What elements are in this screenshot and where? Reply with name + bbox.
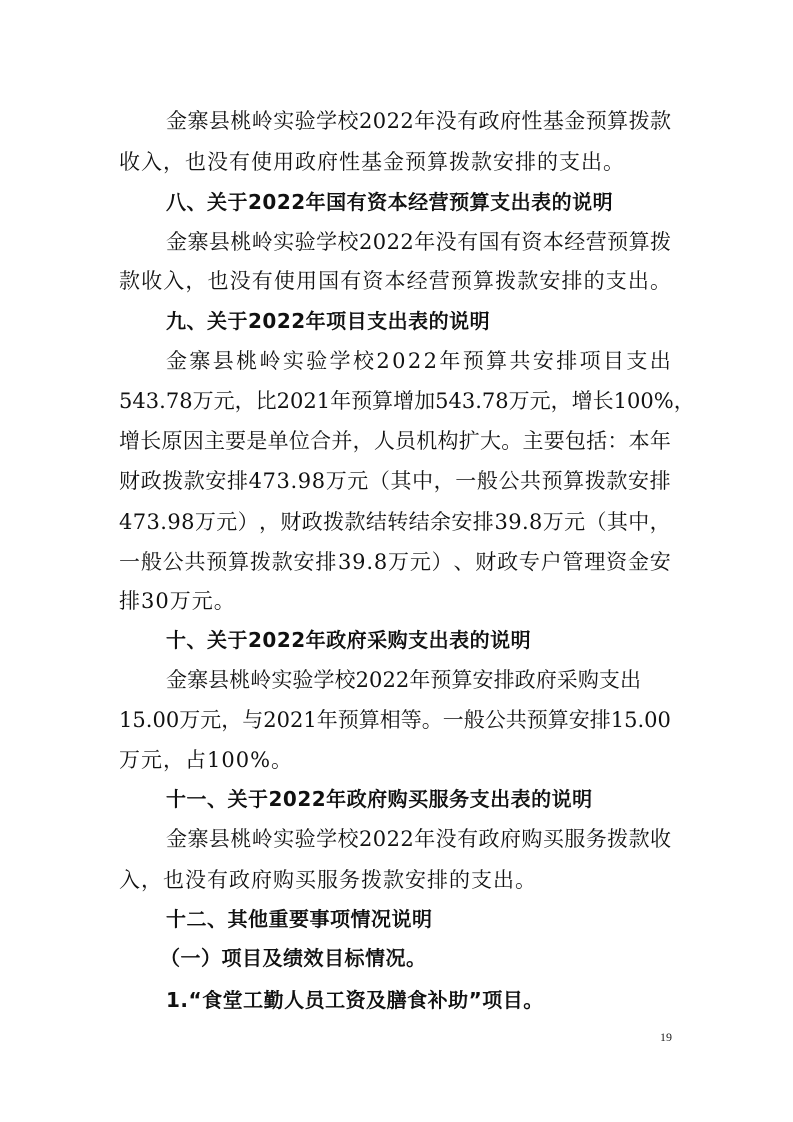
subsection-heading: （一）项目及绩效目标情况。 (160, 946, 427, 970)
body-text-line: 万元，占100%。 (119, 748, 294, 772)
body-text-line: 4 7 3 . 9 8 万 元 ） ， 财 政 拨 款 结 转 结 余 安 排 3 9 . 8 万 元 （ 其 中 ， (119, 510, 671, 534)
body-text-line: 金 寨 县 桃 岭 实 验 学 校 2 0 2 2 年 预 算 安 排 政 府 采 购 支 出 (166, 668, 641, 692)
body-text-line: 1 5 . 0 0 万 元 ， 与 2 0 2 1 年 预 算 相 等 。 一 般 公 共 预 算 安 排 1 5 . 0 0 (119, 708, 671, 732)
body-text-line: 款 收 入 ， 也 没 有 使 用 国 有 资 本 经 营 预 算 拨 款 安 排 的 支 出 。 (119, 269, 671, 293)
body-text-line: 排30万元。 (119, 589, 236, 613)
body-text-line: 金 寨 县 桃 岭 实 验 学 校 2 0 2 2 年 预 算 共 安 排 项 目 支 出 (166, 349, 671, 373)
item-heading: 1.“食堂工勤人员工资及膳食补助”项目。 (166, 988, 544, 1012)
body-text-line: 金 寨 县 桃 岭 实 验 学 校 2 0 2 2 年 没 有 政 府 性 基 金 预 算 拨 款 (166, 109, 671, 133)
section-heading: 八、关于2022年国有资本经营预算支出表的说明 (166, 190, 614, 214)
body-text-line: 一 般 公 共 预 算 拨 款 安 排 3 9 . 8 万 元 ） 、 财 政 专 户 管 理 资 金 安 (119, 550, 671, 574)
page-number: 19 (660, 1030, 672, 1044)
body-text-line: 5 4 3 . 7 8 万 元 ， 比 2 0 2 1 年 预 算 增 加 5 4 3 . 7 8 万 元 ， 增 长 1 0 0 % ， (119, 389, 695, 413)
section-heading: 九、关于2022年项目支出表的说明 (166, 309, 491, 333)
section-heading: 十、关于2022年政府采购支出表的说明 (166, 628, 532, 652)
body-text-line: 增 长 原 因 主 要 是 单 位 合 并 ， 人 员 机 构 扩 大 。 主 要 包 括 ： 本 年 (119, 429, 671, 453)
body-text-line: 金 寨 县 桃 岭 实 验 学 校 2 0 2 2 年 没 有 国 有 资 本 经 营 预 算 拨 (166, 230, 671, 254)
body-text-line: 金 寨 县 桃 岭 实 验 学 校 2 0 2 2 年 没 有 政 府 购 买 服 务 拨 款 收 (166, 827, 671, 851)
section-heading: 十二、其他重要事项情况说明 (166, 907, 433, 931)
body-text-line: 财 政 拨 款 安 排 4 7 3 . 9 8 万 元 （ 其 中 ， 一 般 公 共 预 算 拨 款 安 排 (119, 469, 671, 493)
body-text-line: 收入，也没有使用政府性基金预算拨款安排的支出。 (119, 150, 625, 174)
body-text-line: 入，也没有政府购买服务拨款安排的支出。 (119, 868, 537, 892)
section-heading: 十一、关于2022年政府购买服务支出表的说明 (166, 787, 593, 811)
